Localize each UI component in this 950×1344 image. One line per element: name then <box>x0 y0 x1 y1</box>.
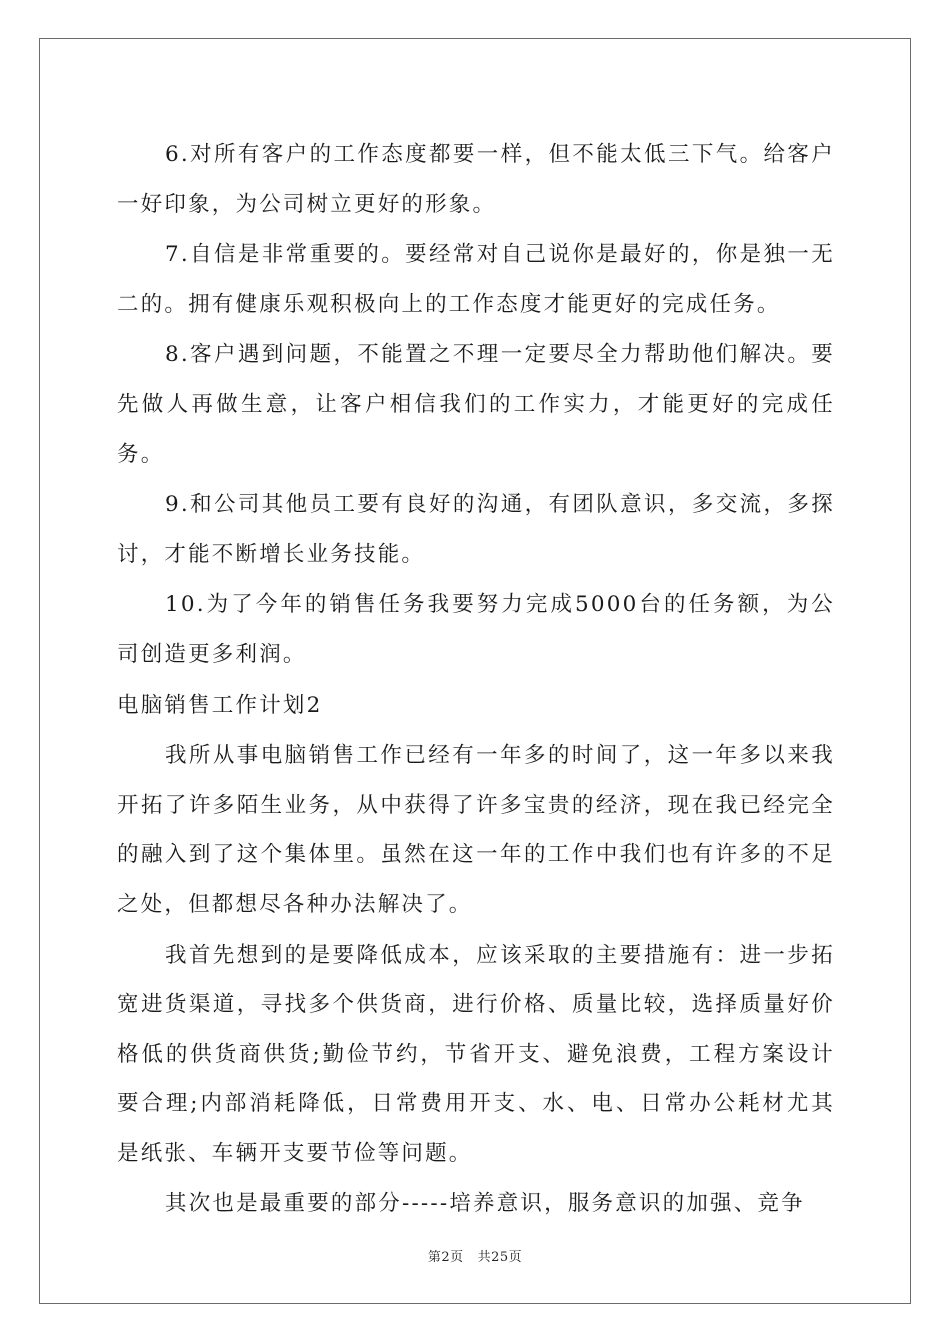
paragraph-cost-reduction: 我首先想到的是要降低成本，应该采取的主要措施有：进一步拓宽进货渠道，寻找多个供货商，进行价格、质量比较，选择质量好价格低的供货商供货;勤俭节约，节省开支、避免浪费，工程方案设计要合理;内部消耗降低，日常费用开支、水、电、日常办公耗材尤其是纸张、车辆开支要节俭等问题。 <box>117 942 835 1166</box>
paragraph-service-awareness: 其次也是最重要的部分-----培养意识，服务意识的加强、竞争 <box>165 1191 805 1217</box>
paragraph-item-7: 7.自信是非常重要的。要经常对自己说你是最好的，你是独一无二的。拥有健康乐观积极向上的工作态度才能更好的完成任务。 <box>117 242 835 317</box>
page-footer <box>0 1246 950 1265</box>
paragraph-intro: 我所从事电脑销售工作已经有一年多的时间了，这一年多以来我开拓了许多陌生业务，从中获得了许多宝贵的经济，现在我已经完全的融入到了这个集体里。虽然在这一年的工作中我们也有许多的不足之处，但都想尽各种办法解决了。 <box>117 743 835 917</box>
document-body <box>117 130 835 1230</box>
paragraph-item-10: 10.为了今年的销售任务我要努力完成5000台的任务额，为公司创造更多利润。 <box>117 592 835 667</box>
page-total: 共25页 <box>477 1250 523 1265</box>
section-heading: 电脑销售工作计划2 <box>117 692 323 718</box>
page-number: 第2页 <box>427 1250 464 1265</box>
paragraph-item-6: 6.对所有客户的工作态度都要一样，但不能太低三下气。给客户一好印象，为公司树立更好的形象。 <box>117 142 835 217</box>
paragraph-item-8: 8.客户遇到问题，不能置之不理一定要尽全力帮助他们解决。要先做人再做生意，让客户相信我们的工作实力，才能更好的完成任务。 <box>117 342 835 467</box>
paragraph-item-9: 9.和公司其他员工要有良好的沟通，有团队意识，多交流，多探讨，才能不断增长业务技能。 <box>117 492 835 567</box>
